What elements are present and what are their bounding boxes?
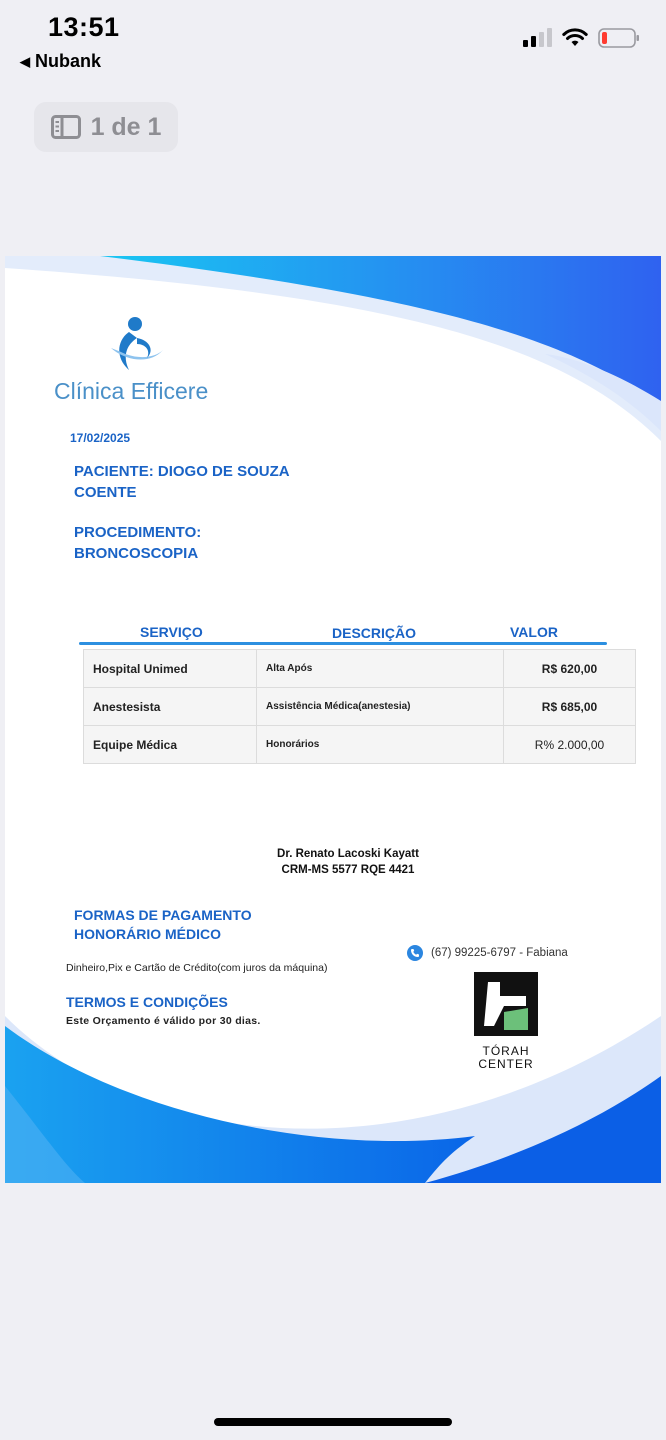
procedure-line-1: PROCEDIMENTO: <box>74 524 202 541</box>
column-header-valor: VALOR <box>510 624 558 640</box>
phone-number: (67) 99225-6797 - Fabiana <box>431 947 568 959</box>
column-header-servico: SERVIÇO <box>140 624 203 640</box>
procedure-block <box>74 522 201 564</box>
back-app-label: Nubank <box>35 51 102 71</box>
sidebar-icon <box>51 115 81 139</box>
doctor-name: Dr. Renato Lacoski Kayatt <box>277 848 419 860</box>
wifi-icon <box>562 28 588 48</box>
table-row <box>84 650 636 688</box>
header-underline <box>79 642 607 645</box>
terms-text: Este Orçamento é válido por 30 dias. <box>66 1015 261 1027</box>
torah-line-1: TÓRAH <box>482 1044 530 1058</box>
contact-phone <box>407 945 568 961</box>
payment-title-line-1: FORMAS DE PAGAMENTO <box>74 907 252 923</box>
description-cell: Assistência Médica(anestesia) <box>257 688 504 726</box>
signal-icon <box>522 28 552 48</box>
service-cell: Equipe Médica <box>84 726 257 764</box>
doctor-signature <box>5 846 661 878</box>
terms-title: TERMOS E CONDIÇÕES <box>66 994 228 1010</box>
back-triangle-icon: ◀ <box>20 53 30 69</box>
torah-logo-mark-icon <box>474 972 538 1036</box>
procedure-line-2: BRONCOSCOPIA <box>74 545 199 562</box>
table-row <box>84 688 636 726</box>
patient-line-2: COENTE <box>74 484 137 501</box>
torah-center-logo <box>474 972 538 1071</box>
phone-icon <box>407 945 423 961</box>
torah-line-2: CENTER <box>478 1057 534 1071</box>
description-cell: Honorários <box>257 726 504 764</box>
page-indicator[interactable] <box>34 102 178 152</box>
value-cell: R$ 685,00 <box>504 688 636 726</box>
clinic-name: Clínica Efficere <box>54 378 209 404</box>
back-to-app-link[interactable] <box>20 51 101 72</box>
clinic-logo-icon <box>107 314 167 376</box>
status-time: 13:51 <box>48 12 120 42</box>
column-header-descricao: DESCRIÇÃO <box>332 625 417 641</box>
value-cell: R$ 620,00 <box>504 650 636 688</box>
document-page <box>5 256 661 1183</box>
patient-block <box>74 461 290 503</box>
payment-title-line-2: HONORÁRIO MÉDICO <box>74 926 221 942</box>
status-icons <box>522 28 640 48</box>
page-indicator-label: 1 de 1 <box>90 112 162 141</box>
service-cell: Anestesista <box>84 688 257 726</box>
value-cell: R% 2.000,00 <box>504 726 636 764</box>
service-cell: Hospital Unimed <box>84 650 257 688</box>
home-indicator[interactable] <box>214 1418 452 1426</box>
doctor-crm: CRM-MS 5577 RQE 4421 <box>281 864 415 876</box>
table-row <box>84 726 636 764</box>
payment-heading <box>74 906 252 944</box>
payment-methods-text: Dinheiro,Pix e Cartão de Crédito(com juros da máquina) <box>66 962 328 974</box>
document-date: 17/02/2025 <box>70 431 131 445</box>
description-cell: Alta Após <box>257 650 504 688</box>
services-table <box>83 649 636 764</box>
battery-low-icon <box>598 28 640 48</box>
patient-line-1: PACIENTE: DIOGO DE SOUZA <box>74 463 290 480</box>
